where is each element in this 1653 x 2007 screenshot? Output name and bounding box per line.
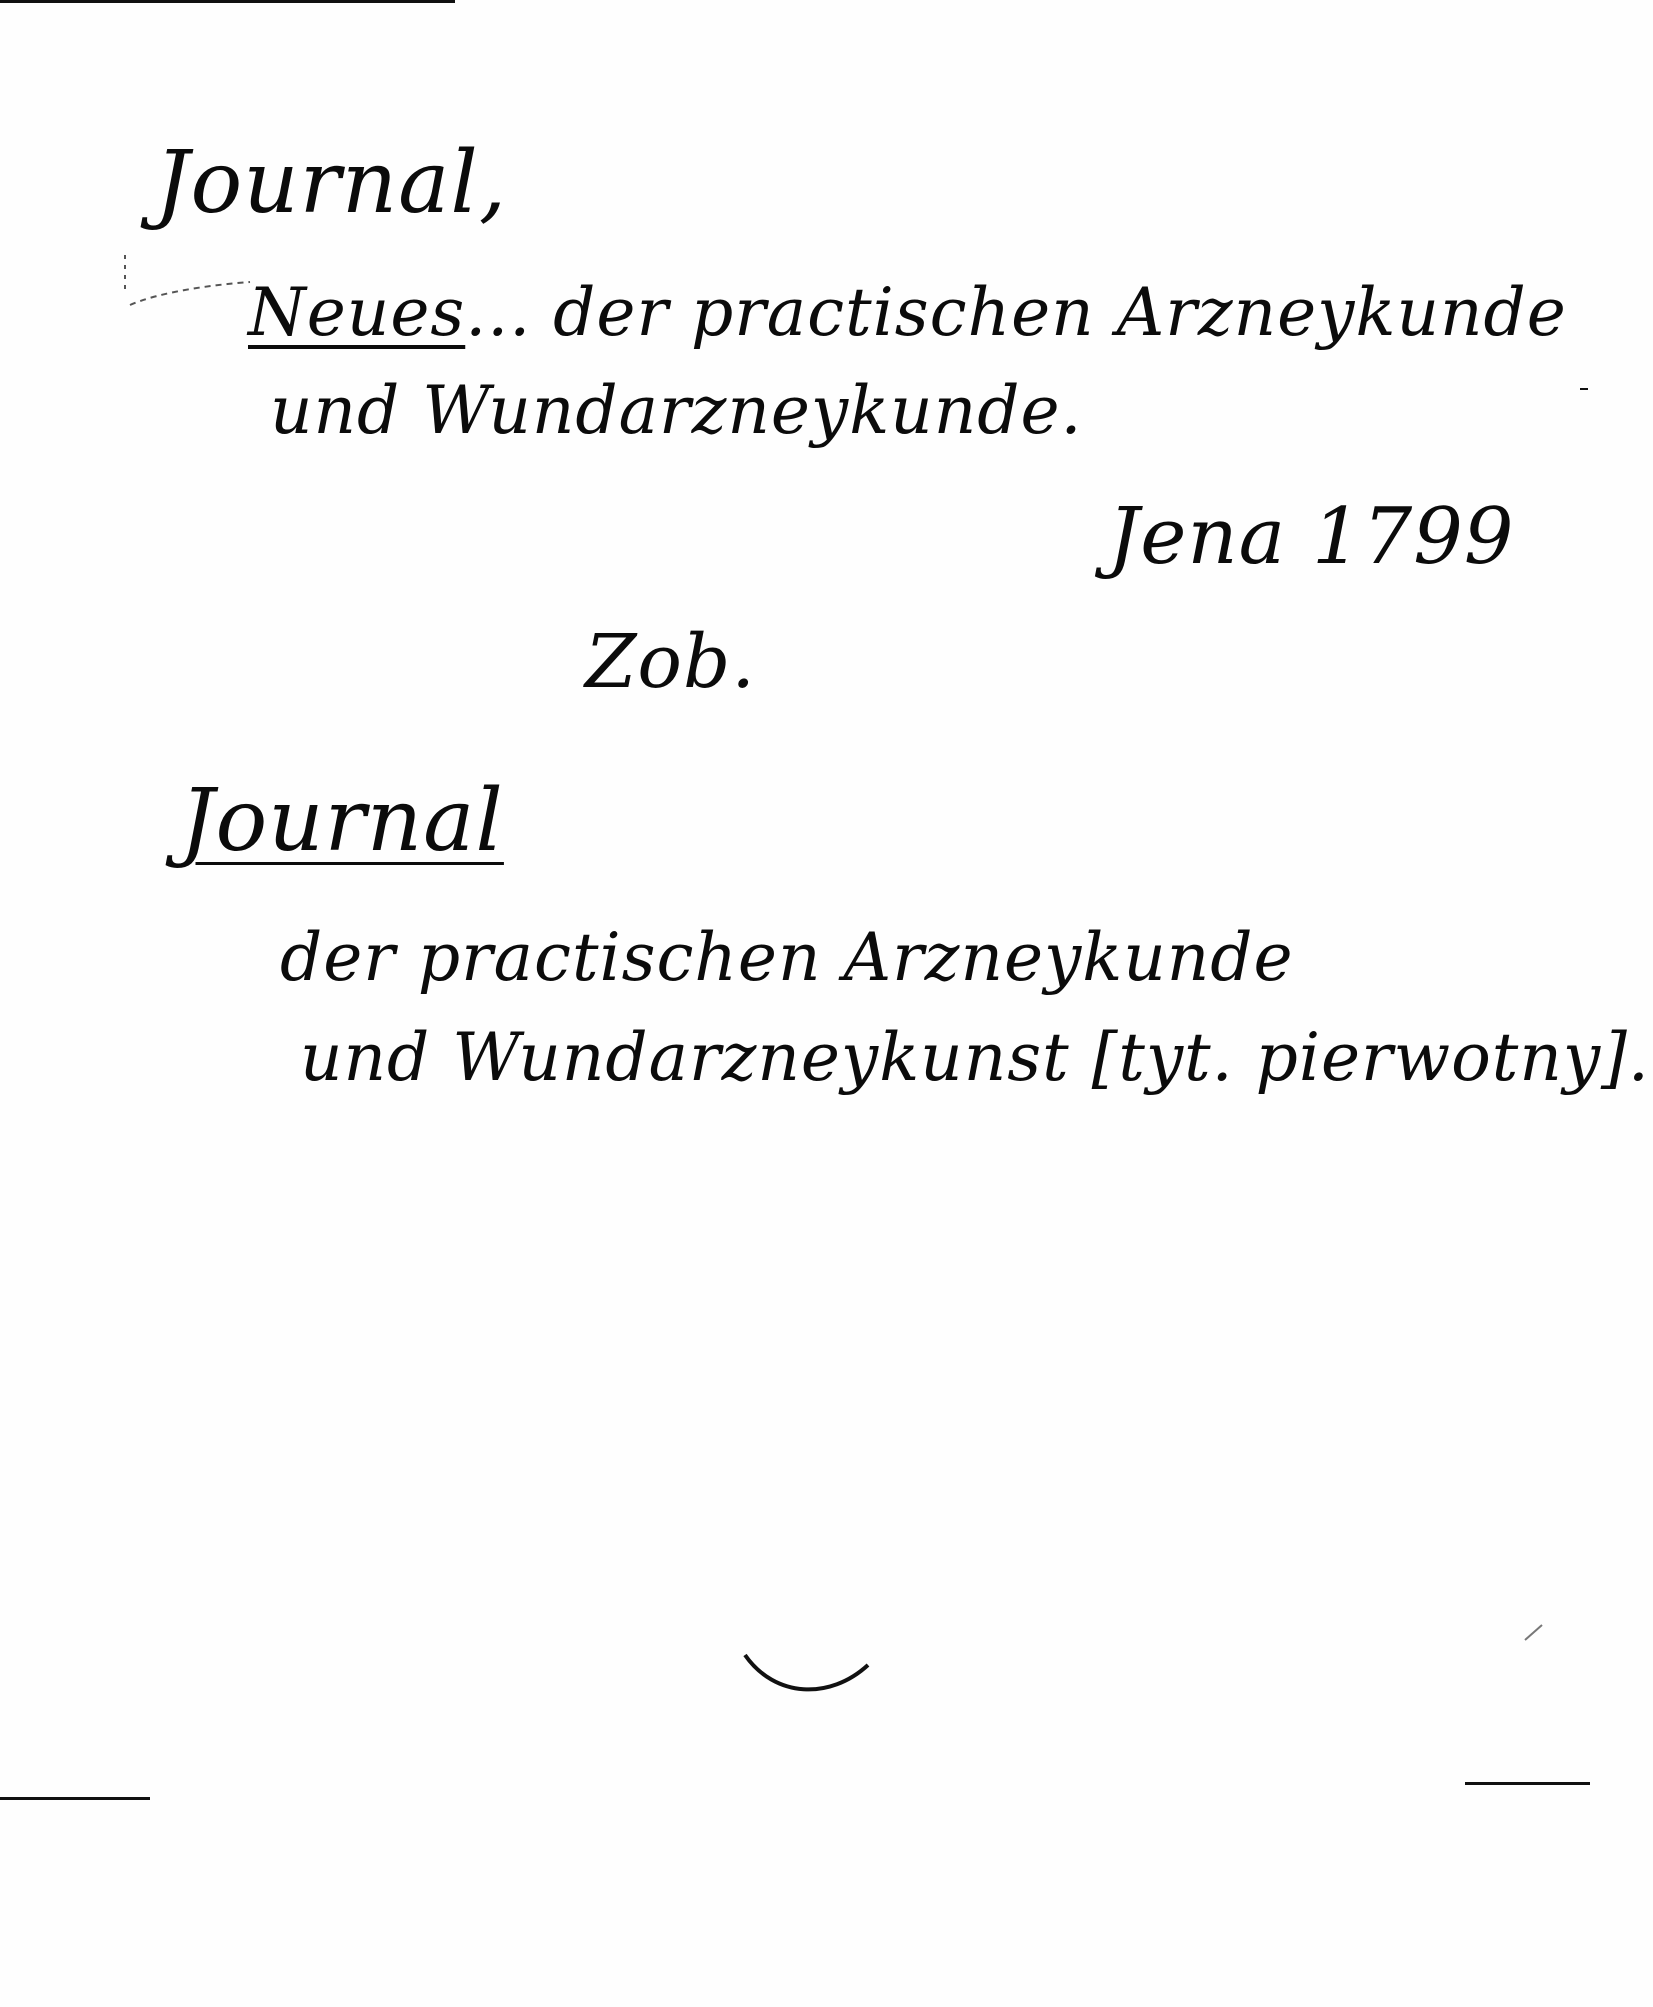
subtitle-line-2: und Wundarzneykunde. — [270, 372, 1083, 449]
heading-journal-1: Journal, — [155, 133, 508, 233]
punch-hole-arc — [745, 1655, 868, 1689]
subtitle-line-4: und Wundarzneykunst [tyt. pierwotny]. — [300, 1019, 1650, 1096]
shelf-mark: Zob. — [585, 619, 756, 705]
stray-mark — [1525, 1625, 1542, 1640]
subtitle-line-1-rest: ... der practischen Arzneykunde — [465, 274, 1567, 351]
place-year: Jena 1799 — [1108, 492, 1515, 582]
heading-journal-2: Journal — [180, 771, 504, 871]
subtitle-line-3: der practischen Arzneykunde — [280, 919, 1294, 996]
pencil-bracket-mark — [130, 282, 250, 305]
subtitle-emphasis: Neues — [248, 274, 466, 351]
